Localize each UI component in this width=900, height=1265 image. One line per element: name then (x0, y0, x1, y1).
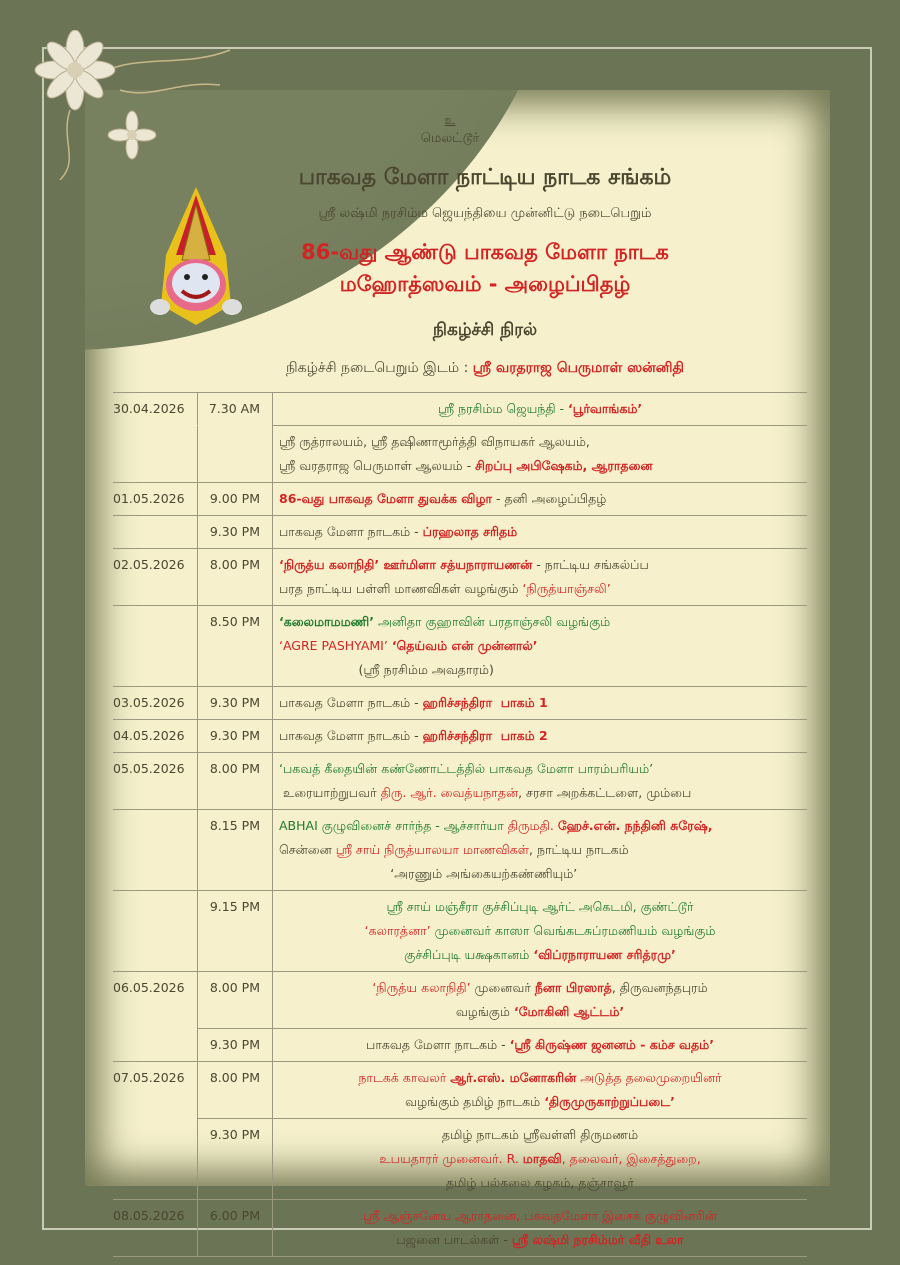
event-line (279, 430, 801, 454)
event-cell (272, 686, 807, 719)
event-text: ஸ்ரீ ருத்ராலயம், ஸ்ரீ தஷிணாமூர்த்தி விநாயகர் ஆலயம், (279, 434, 590, 449)
schedule-row (113, 482, 807, 515)
event-text: மாதவி (522, 1151, 562, 1166)
time-cell: 8.50 PM (197, 605, 272, 686)
event-text: வழங்கும் தமிழ் நாடகம் (405, 1094, 545, 1109)
venue-label: நிகழ்ச்சி நடைபெறும் இடம் : (286, 360, 473, 376)
time-cell: 9.30 PM (197, 1118, 272, 1199)
schedule-row (113, 1118, 807, 1199)
event-text: ‘ஸ்ரீ கிருஷ்ண ஜனனம் - கம்ச வதம்’ (509, 1037, 714, 1052)
event-line (279, 1228, 801, 1252)
event-text: குச்சிப்புடி யக்ஷகானம் (404, 947, 534, 962)
event-line (279, 724, 801, 748)
event-line (279, 814, 801, 838)
date-cell (113, 1118, 197, 1199)
event-text: சிறப்பு அபிஷேகம், ஆராதனை (475, 458, 653, 473)
date-cell (113, 809, 197, 890)
event-line (279, 781, 801, 805)
event-line (279, 658, 801, 682)
title-line-1: 86-வது ஆண்டு பாகவத மேளா நாடக (301, 240, 669, 264)
schedule-row (113, 719, 807, 752)
event-cell (272, 605, 807, 686)
event-text: ப்ரஹலாத சரிதம் (422, 524, 518, 539)
date-cell: 06.05.2026 (113, 971, 197, 1028)
event-line (279, 1171, 801, 1195)
event-cell (272, 1118, 807, 1199)
date-cell (113, 425, 197, 482)
schedule-row (113, 686, 807, 719)
event-text: ‘நிருத்ய கலாநிதி’ ஊர்மிளா சத்யநாராயணன் (279, 557, 533, 572)
event-text: , திருவனந்தபுரம் (611, 980, 708, 995)
event-text: ஸ்ரீ ஆஞ்சனேய ஆராதனை, பகவதமேளா இசைக் குழுவினரின் (363, 1208, 717, 1223)
event-text: ஸ்ரீ நரசிம்ம ஜெயந்தி - (437, 401, 569, 416)
event-text: ‘விப்ரநாராயண சரித்ரமு’ (533, 947, 676, 962)
event-text: ‘கலைமாமமணி’ (279, 614, 374, 629)
event-text: தமிழ் நாடகம் ஸ்ரீவள்ளி திருமணம் (441, 1127, 639, 1142)
venue-name: ஸ்ரீ வரதராஜ பெருமாள் ஸன்னிதி (472, 360, 684, 376)
schedule-table (113, 392, 807, 1257)
event-cell (272, 752, 807, 809)
date-cell: 04.05.2026 (113, 719, 197, 752)
time-cell: 9.30 PM (197, 686, 272, 719)
event-text: ABHAI குழுவினைச் சார்ந்த - ஆச்சார்யா (279, 818, 508, 833)
time-cell: 8.00 PM (197, 548, 272, 605)
event-text: அடுத்த தலைமுறையினர் (576, 1070, 722, 1085)
event-text: சென்னை (279, 842, 336, 857)
event-line (279, 691, 801, 715)
event-line (279, 862, 801, 886)
event-cell (272, 515, 807, 548)
event-text: , சரசா அறக்கட்டளை, மும்பை (518, 785, 692, 800)
event-cell (272, 719, 807, 752)
event-line (279, 610, 801, 634)
title-line-2: மஹோத்ஸவம் - அழைப்பிதழ் (339, 272, 631, 296)
event-text: ஸ்ரீ வரதராஜ பெருமாள் ஆலயம் - (279, 458, 476, 473)
date-cell: 02.05.2026 (113, 548, 197, 605)
event-text: வழங்கும் (455, 1004, 514, 1019)
event-text: பாகவத மேளா நாடகம் - (366, 1037, 510, 1052)
event-line (279, 757, 801, 781)
event-line (279, 1033, 801, 1057)
event-line (279, 1066, 801, 1090)
event-text: ‘பூர்வாங்கம்’ (568, 401, 643, 416)
date-cell: 07.05.2026 (113, 1061, 197, 1118)
event-text: நாடகக் காவலர் (358, 1070, 451, 1085)
flower-ornament-icon (30, 30, 270, 180)
event-text: ஹரிச்சந்திரா பாகம் 1 (422, 695, 548, 710)
time-cell: 9.30 PM (197, 719, 272, 752)
event-text: 86-வது பாகவத மேளா துவக்க விழா (279, 491, 493, 506)
schedule-row (113, 890, 807, 971)
top-mark: உ (444, 113, 456, 127)
schedule-row (113, 971, 807, 1028)
schedule-row (113, 1061, 807, 1118)
event-line (279, 919, 801, 943)
event-cell (272, 548, 807, 605)
event-line (279, 1147, 801, 1171)
event-text: , தலைவர், இசைத்துறை, (561, 1151, 701, 1166)
event-text: ஆர்.எஸ். மனோகரின் (450, 1070, 577, 1085)
event-line (279, 1204, 801, 1228)
event-text: பாகவத மேளா நாடகம் - (279, 695, 423, 710)
date-cell (113, 605, 197, 686)
program-heading: நிகழ்ச்சி நிரல் (432, 320, 538, 340)
event-line (279, 634, 801, 658)
event-text: ‘மோகினி ஆட்டம்’ (513, 1004, 625, 1019)
schedule-row (113, 1199, 807, 1256)
date-cell: 30.04.2026 (113, 392, 197, 425)
date-cell: 08.05.2026 (113, 1199, 197, 1256)
event-cell (272, 971, 807, 1028)
event-cell (272, 1061, 807, 1118)
venue-line (0, 360, 900, 378)
event-cell (272, 809, 807, 890)
event-text: திருமதி. (507, 818, 558, 833)
event-line (279, 1000, 801, 1024)
event-cell (272, 1028, 807, 1061)
event-line (279, 577, 801, 601)
event-cell (272, 392, 807, 425)
event-text: - நாட்டிய சங்கல்ப்ப (532, 557, 649, 572)
event-text: ‘பகவத் கீதையின் கண்ணோட்டத்தில் பாகவத மேளா பாரம்பரியம்’ (279, 761, 654, 776)
event-text: அனிதா குஹாவின் பரதாஞ்சலி வழங்கும் (374, 614, 611, 629)
event-text: ஸ்ரீ சாய் நிருத்யாலயா மாணவிகள் (335, 842, 529, 857)
event-text: நீனா பிரஸாத் (534, 980, 612, 995)
event-line (279, 487, 801, 511)
event-line (279, 1090, 801, 1114)
event-line (279, 895, 801, 919)
event-text: திரு. ஆர். வைத்யநாதன் (380, 785, 519, 800)
event-line (279, 397, 801, 421)
event-line (279, 976, 801, 1000)
schedule-row (113, 515, 807, 548)
event-text: பஜனை பாடல்கள் - (396, 1232, 512, 1247)
date-cell: 05.05.2026 (113, 752, 197, 809)
event-text: ‘தெய்வம் என் முன்னால்’ (391, 638, 538, 653)
event-cell (272, 890, 807, 971)
schedule-row (113, 548, 807, 605)
schedule-row (113, 752, 807, 809)
event-text: உபயதாரர் முனைவர். R. (379, 1151, 523, 1166)
event-text: (ஸ்ரீ நரசிம்ம அவதாரம்) (279, 662, 494, 677)
event-text: முனைவர் (470, 980, 535, 995)
event-text: ‘நிருத்ய கலாநிதி’ (372, 980, 471, 995)
event-text: தமிழ் பல்கலை கழகம், தஞ்சாவூர் (445, 1175, 635, 1190)
event-line (279, 553, 801, 577)
time-cell: 9.15 PM (197, 890, 272, 971)
event-text: ஹேச்.என். நந்தினி சுரேஷ், (557, 818, 713, 833)
subtitle: ஸ்ரீ லஷ்மி நரசிம்ம ஜெயந்தியை முன்னிட்டு நடைபெறும் (318, 206, 652, 221)
town-name: மெலட்டூர் (420, 131, 480, 146)
schedule-row (113, 425, 807, 482)
event-line (279, 1123, 801, 1147)
event-text: பாகவத மேளா நாடகம் - (279, 524, 423, 539)
event-line (279, 838, 801, 862)
time-cell: 8.15 PM (197, 809, 272, 890)
event-text: பாகவத மேளா நாடகம் - (279, 728, 423, 743)
date-cell (113, 890, 197, 971)
time-cell: 8.00 PM (197, 752, 272, 809)
schedule-row (113, 809, 807, 890)
schedule-row (113, 392, 807, 425)
event-line (279, 943, 801, 967)
date-cell (113, 1028, 197, 1061)
event-cell (272, 1199, 807, 1256)
date-cell: 01.05.2026 (113, 482, 197, 515)
event-text: - தனி அழைப்பிதழ் (492, 491, 607, 506)
event-text: முனைவர் காஸா வெங்கடசுப்ரமணியம் வழங்கும் (430, 923, 716, 938)
event-cell (272, 425, 807, 482)
time-cell: 8.00 PM (197, 971, 272, 1028)
date-cell (113, 515, 197, 548)
event-text: ஹரிச்சந்திரா பாகம் 2 (422, 728, 548, 743)
event-text: பரத நாட்டிய பள்ளி மாணவிகள் வழங்கும் (279, 581, 523, 596)
schedule-row (113, 605, 807, 686)
event-text: ‘கலாரத்னா’ (364, 923, 431, 938)
event-text: ஸ்ரீ லஷ்மி நரசிம்மர் வீதி உலா (511, 1232, 684, 1247)
time-cell: 8.00 PM (197, 1061, 272, 1118)
time-cell (197, 425, 272, 482)
event-line (279, 520, 801, 544)
schedule-row (113, 1028, 807, 1061)
event-line (279, 454, 801, 478)
event-text: ஸ்ரீ சாய் மஞ்சீரா குச்சிப்புடி ஆர்ட் அகெடமி, குண்ட்டூர் (386, 899, 694, 914)
time-cell: 6.00 PM (197, 1199, 272, 1256)
organization-name: பாகவத மேளா நாட்டிய நாடக சங்கம் (298, 165, 672, 190)
event-text: ‘திருமுருகாற்றுப்படை’ (544, 1094, 675, 1109)
time-cell: 9.30 PM (197, 515, 272, 548)
event-text: ‘அரணும் அங்கையற்கண்ணியும்’ (279, 866, 578, 881)
time-cell: 9.30 PM (197, 1028, 272, 1061)
time-cell: 7.30 AM (197, 392, 272, 425)
event-text: ‘AGRE PASHYAMI’ (279, 638, 392, 653)
event-cell (272, 482, 807, 515)
time-cell: 9.00 PM (197, 482, 272, 515)
event-text: உரையாற்றுபவர் (279, 785, 381, 800)
event-text: , நாட்டிய நாடகம் (529, 842, 629, 857)
event-text: ‘நிருத்யாஞ்சலி’ (522, 581, 611, 596)
date-cell: 03.05.2026 (113, 686, 197, 719)
